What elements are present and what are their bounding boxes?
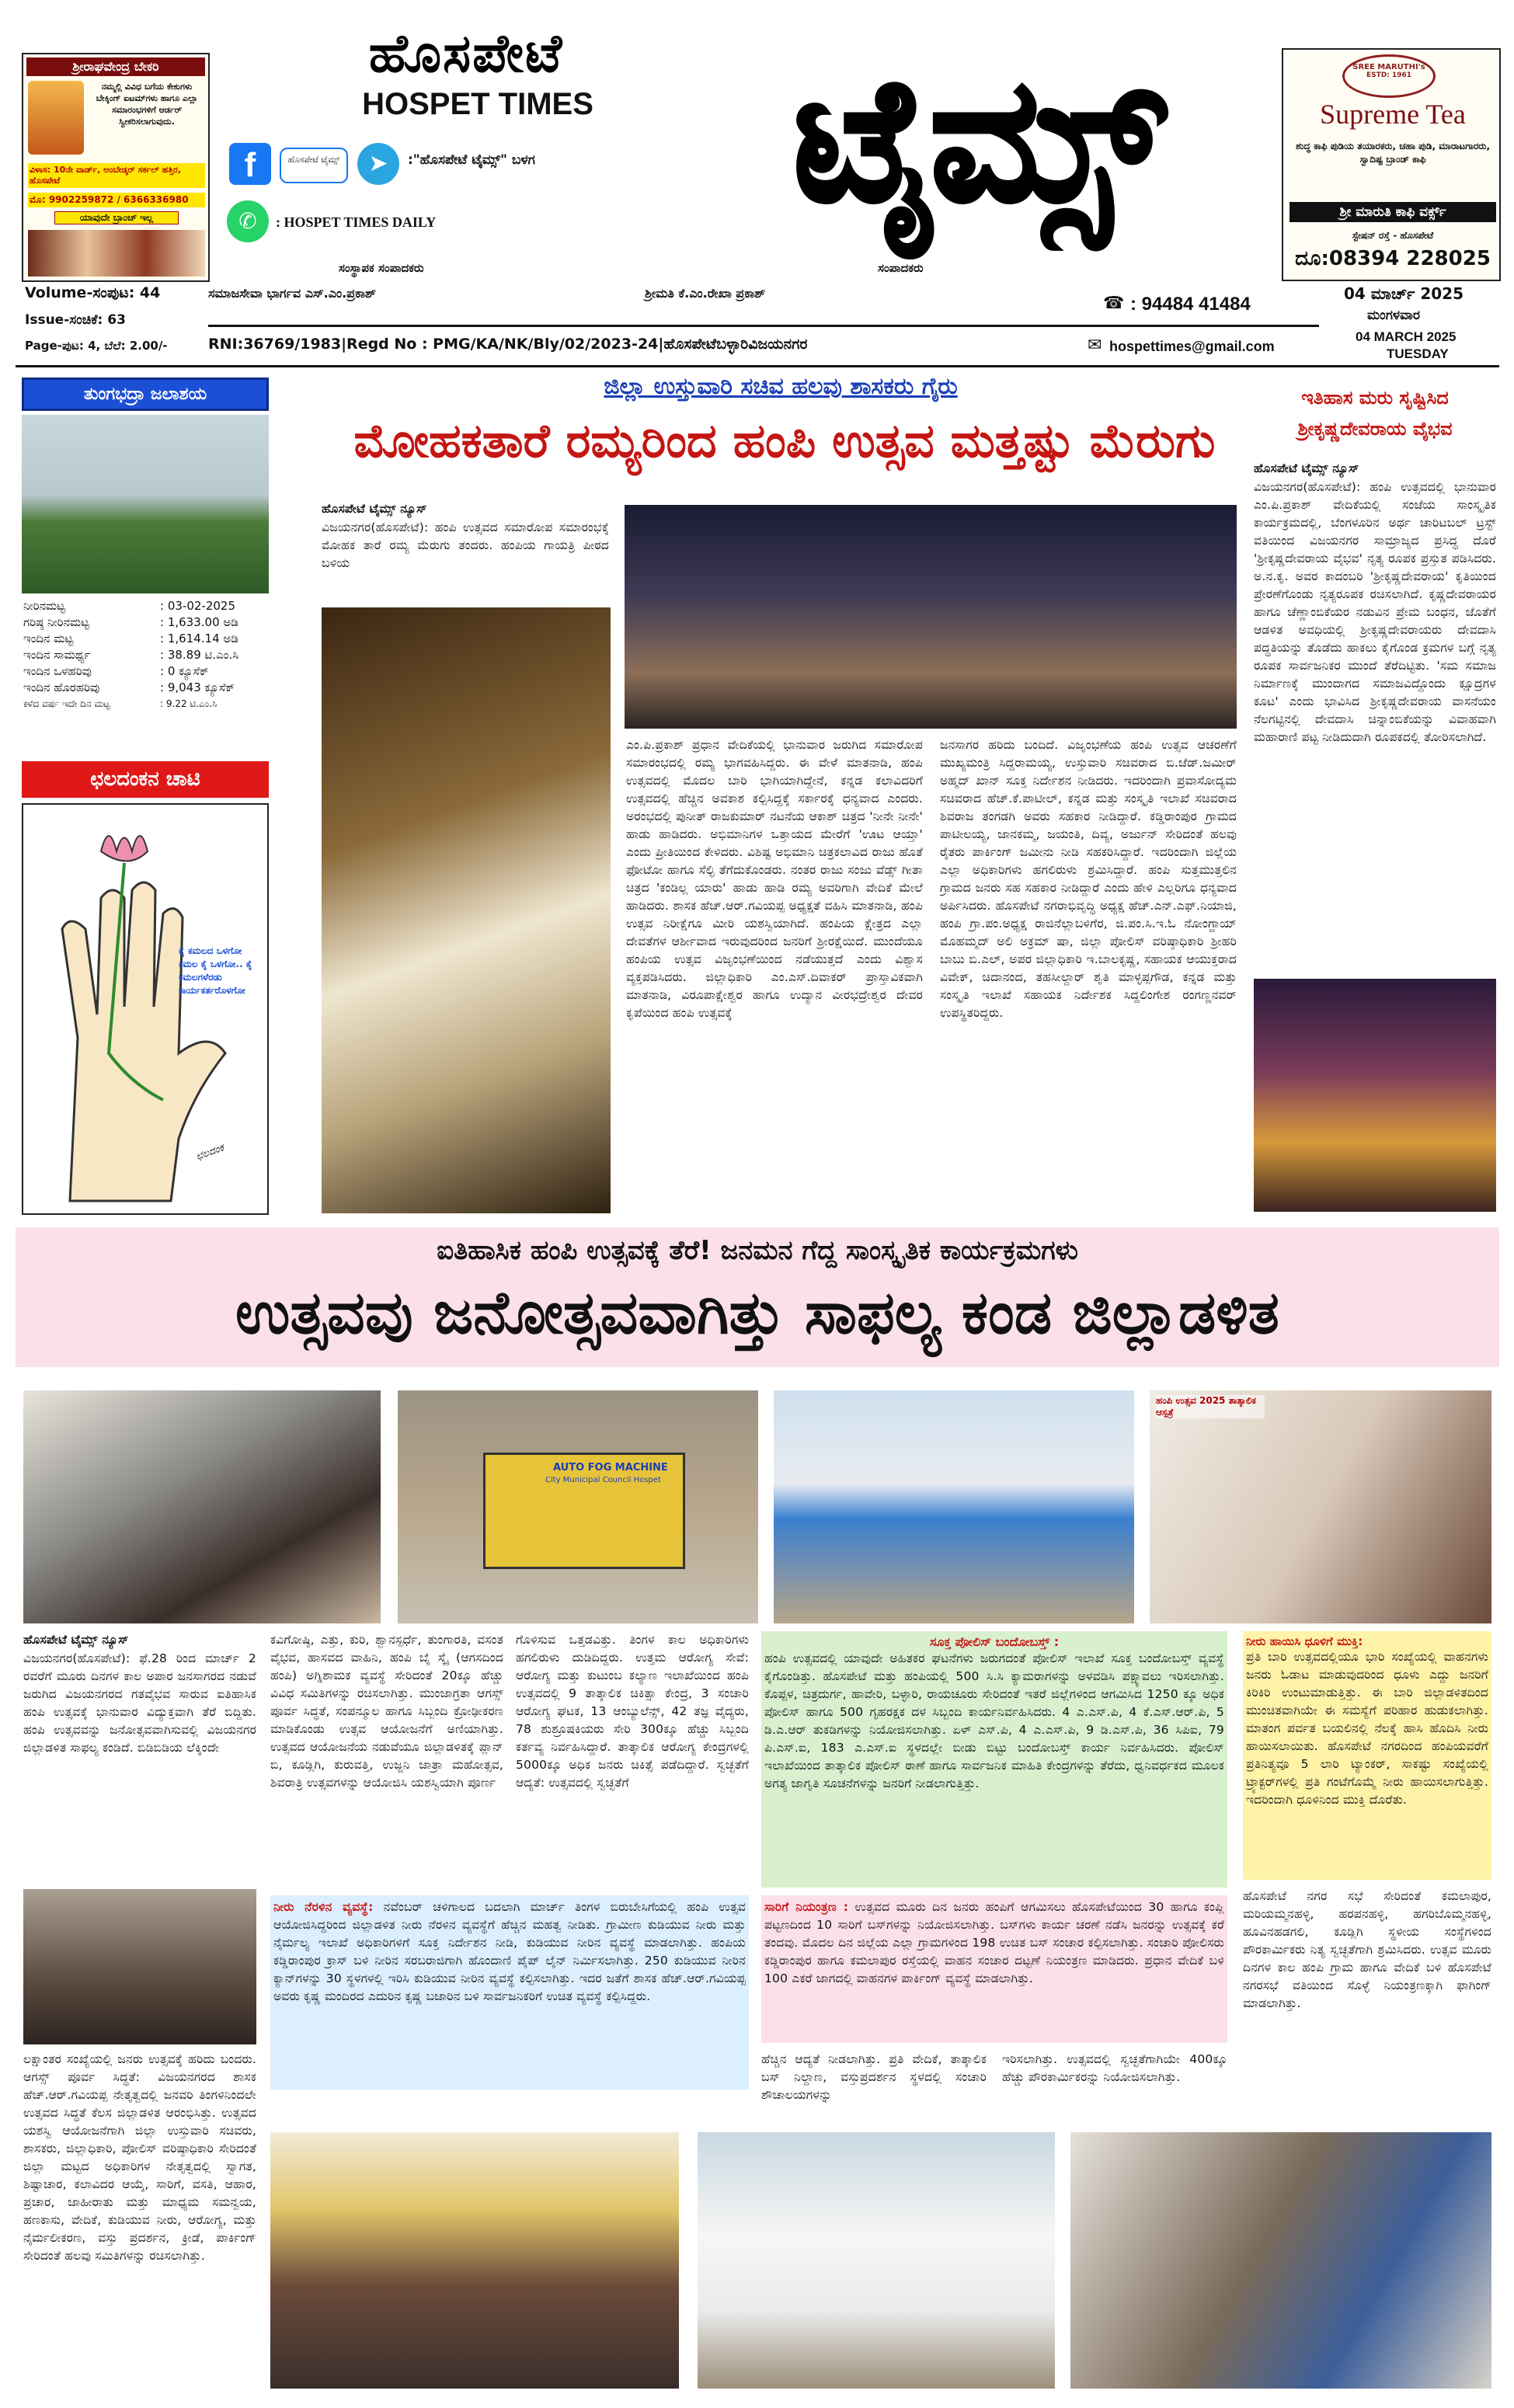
founder-name: ಸಮಾಜಸೇವಾ ಭಾರ್ಗವ ಎಸ್.ಎಂ.ಪ್ರಕಾಶ್ <box>208 286 376 301</box>
lead-intro: ವಿಜಯನಗರ(ಹೊಸಪೇಟೆ): ಹಂಪಿ ಉತ್ಸವದ ಸಮಾರೋಪ ಸಮಾರಂಭಕ್ಕೆ ಮೋಹಕ ತಾರೆ ರಮ್ಯ ಮೆರುಗು ತಂದರು. ಹಂಪಿಯ ಗಾಯತ್ರಿ ಪೀಠದ ಬಳಿಯ <box>322 520 609 570</box>
tea-logo <box>1342 54 1436 98</box>
hospital-label: ಹಂಪಿ ಉತ್ಸವ 2025 ತಾತ್ಕಾಲಿಕ ಆಸ್ಪತ್ರೆ <box>1156 1395 1265 1418</box>
health-camp-photo <box>1070 2132 1491 2389</box>
lead-col1: ಎಂ.ಪಿ.ಪ್ರಕಾಶ್ ಪ್ರಧಾನ ವೇದಿಕೆಯಲ್ಲಿ ಭಾನುವಾರ ಜರುಗಿದ ಸಮಾರೋಪ ಸಮಾರಂಭದಲ್ಲಿ ರಮ್ಯ ಭಾಗವಹಿಸಿದ್ದರು. ಈ ವೇಳೆ ಮಾತನಾಡಿ, ಹಂಪಿ ಉತ್ಸವದಲ್ಲಿ ಮೊದಲ ಬಾರಿ ಭಾಗಿಯಾಗಿದ್ದೇನೆ, ಕನ್ನಡ ಕಲಾವಿದರಿಗೆ ಉತ್ಸವದಲ್ಲಿ ಹೆಚ್ಚಿನ ಅವಕಾಶ ಕಲ್ಪಿಸಿದ್ದಕ್ಕೆ ಸರ್ಕಾರಕ್ಕೆ ಧನ್ಯವಾದ ಎಂದರು. ಅರಂಭದಲ್ಲಿ ಪುನೀತ್ ರಾಜಕುಮಾರ್ ನಟನೆಯ ಆಕಾಶ್ ಚಿತ್ರದ 'ನೀನೇ ನೀನೇ' ಹಾಡು ಹಾಡಿದರು. ಅಭಿಮಾನಿಗಳ ಒತ್ತಾಯದ ಮೇರೆಗೆ 'ಊಟ ಆಯ್ತಾ' ಎಂದು ಪ್ರೀತಿಯಿಂದ ಕೇಳಿದರು. ವಿಶಿಷ್ಟ ಅಭಿಮಾನಿ ಚಿತ್ರಕಲಾವಿದ ರಾಜು ಹೊತೆ ಫೋಟೋ ಹಾಗೂ ಸೆಲ್ಫಿ ತೆಗೆದುಕೊಂಡರು. ನಂತರ ರಾಜು ಸಂಜು ವೆಡ್ಸ್ ಗೀತಾ ಚಿತ್ರದ 'ಕಂಡಿಲ್ಲ ಯಾರು' ಹಾಡು ಹಾಡಿ ರಮ್ಯ ಅವರಿಗಾಗಿ ವೇದಿಕೆ ಮೇಲೆ ಹಾಡಿದರು. ಶಾಸಕ ಹೆಚ್.ಆರ್.ಗವಿಯಪ್ಪ ಅಧ್ಯಕ್ಷತೆ ವಹಿಸಿ ಮಾತನಾಡಿ, ಹಂಪಿ ಉತ್ಸವ ನಿರೀಕ್ಷೆಗೂ ಮೀರಿ ಯಶಸ್ವಿಯಾಗಿದೆ. ಹಂಪಿಯ ಕ್ಷೇತ್ರದ ಎಲ್ಲಾ ದೇವತೆಗಳ ಆರ್ಶೀವಾದ ಇರುವುದರಿಂದ ಜನರಿಗೆ ಶ್ರೀರಕ್ಷೆಯಿದೆ. ಮುಂದೆಯೂ ಹಂಪಿಯ ಉತ್ಸವ ವಿಜೃಂಭಣೆಯಿಂದ ನಡೆಯುತ್ತದೆ ಎಂದು ವಿಶ್ವಾಸ ವ್ಯಕ್ತಪಡಿಸಿದರು. ಜಿಲ್ಲಾಧಿಕಾರಿ ಎಂ.ಎಸ್.ದಿವಾಕರ್ ಪ್ರಾಸ್ತಾವಿಕವಾಗಿ ಮಾತನಾಡಿ, ವಿರೂಪಾಕ್ಷೇಶ್ವರ ಹಾಗೂ ಉದ್ಯಾನ ವೀರಭದ್ರೇಶ್ವರ ದೇವರ ಕೃಪೆಯಿಂದ ಹಂಪಿ ಉತ್ಸವಕ್ಕೆ <box>626 738 923 1020</box>
day-kannada: ಮಂಗಳವಾರ <box>1367 308 1421 323</box>
fog-machine-sublabel: City Municipal Council Hospet <box>545 1476 661 1484</box>
banner-headline: ಉತ್ಸವವು ಜನೋತ್ಸವವಾಗಿತ್ತು ಸಾಫಲ್ಯ ಕಂಡ ಜಿಲ್ಲಾಡಳಿತ <box>235 1278 1279 1347</box>
tea-name: Supreme Tea <box>1320 99 1466 130</box>
transport-heading: ಸಾರಿಗೆ ನಿಯಂತ್ರಣ : <box>764 1900 849 1914</box>
facebook-icon[interactable]: f <box>229 143 271 185</box>
issue: Issue-ಸಂಚಿಕೆ: 63 <box>25 312 126 328</box>
water-heading: ನೀರು ನೆರಳಿನ ವ್ಯವಸ್ಥೆ: <box>273 1900 374 1914</box>
officials-photo <box>23 1889 256 2044</box>
mail-icon: ✉ <box>1088 336 1102 355</box>
dust-text: ಪ್ರತಿ ಬಾರಿ ಉತ್ಸವದಲ್ಲಿಯೂ ಭಾರಿ ಸಂಖ್ಯೆಯಲ್ಲಿ ವಾಹನಗಳು ಜನರು ಓಡಾಟ ಮಾಡುವುದರಿಂದ ಧೂಳು ಎದ್ದು ಜನರಿಗೆ ಕಿರಿಕಿರಿ ಉಂಟುಮಾಡುತ್ತಿತ್ತು. ಈ ಬಾರಿ ಜಿಲ್ಲಾಡಳಿತದಿಂದ ಮುಂಚಿತವಾಗಿಯೇ ಈ ಸಮಸ್ಯೆಗೆ ಪರಿಹಾರ ಹುಡುಕಲಾಗಿತ್ತು. ಮಾತಂಗ ಪರ್ವತ ಬಯಲಿನಲ್ಲಿ ನೆಲಕ್ಕೆ ಹಾಸಿ ಹೊದಿಸಿ ನೀರು ಹಾಯಿಸಲಾಯಿತು. ಹೊಸಪೇಟೆ ನಗರದಿಂದ ಹಂಪಿಯವರೆಗೆ ಪ್ರತಿನಿತ್ಯವೂ 5 ಲಾರಿ ಟ್ಯಾಂಕರ್, ಸಾಕಷ್ಟು ಸಂಖ್ಯೆಯಲ್ಲಿ ಟ್ರ್ಯಾಕ್ಟರ್‌ಗಳಲ್ಲಿ ಪ್ರತಿ ಗಂಟೆಗೊಮ್ಮೆ ನೀರು ಹಾಯಿಸಲಾಗುತ್ತಿತ್ತು. ಇದರಿಂದಾಗಿ ಧೂಳಿನಿಂದ ಮುಕ್ತಿ ದೊರೆತು. <box>1246 1650 1488 1807</box>
tea-description: ಶುದ್ಧ ಕಾಫಿ ಪುಡಿಯ ತಯಾರಕರು, ಚಹಾ ಪುಡಿ, ಮಾರಾಟಗಾರರು, ಸ್ವಾದಿಷ್ಟ ಬ್ರಾಂಡ್ ಕಾಫಿ <box>1295 141 1491 165</box>
date-english: 04 MARCH 2025 <box>1356 329 1457 344</box>
phone-icon: ☎ <box>1103 294 1125 313</box>
cartoon-caption: ಕೈ ಕಮಲದ ಒಳಗೋ ಕಮಲ ಕೈ ಒಳಗೋ.. ಕೈ ಕಮಲಗಳೆರಡು ಕಾರ್ಯಕರ್ತರೊಳಗೋ <box>179 945 252 996</box>
header-rule <box>208 325 1319 327</box>
date-kannada: 04 ಮಾರ್ಚ್ 2025 <box>1344 284 1464 303</box>
dam-table <box>23 598 269 712</box>
crowd-photo <box>270 2132 679 2389</box>
side-byline: ಹೊಸಪೇಟೆ ಟೈಮ್ಸ್ ನ್ಯೂಸ್ <box>1254 461 1359 475</box>
water-text <box>273 1898 746 2085</box>
masthead-kannada: ಹೊಸಪೇಟೆ <box>368 23 564 85</box>
cartoon-title: ಛಲದಂಕನ ಚಾಟಿ <box>22 761 269 798</box>
bottom-col4b: ಹೆಚ್ಚಿನ ಆದ್ಯತೆ ನೀಡಲಾಗಿತ್ತು. ಪ್ರತಿ ವೇದಿಕೆ, ತಾತ್ಕಾಲಿಕ ಬಸ್ ನಿಲ್ದಾಣ, ವಸ್ತುಪ್ರದರ್ಶನ ಸ್ಥಳದಲ್ಲಿ ಸಂಚಾರಿ ಶೌಚಾಲಯಗಳನ್ನು <box>761 2052 987 2102</box>
bottom-col4c: ಇರಿಸಲಾಗಿತ್ತು. ಉತ್ಸವದಲ್ಲಿ ಸ್ವಚ್ಛತೆಗಾಗಿಯೇ 400ಕ್ಕೂ ಹೆಚ್ಚು ಪೌರಕಾರ್ಮಿಕರನ್ನು ನಿಯೋಜಿಸಲಾಗಿತ್ತು. <box>1002 2052 1227 2084</box>
lead-headline: ಮೋಹಕತಾರೆ ರಮ್ಯರಿಂದ ಹಂಪಿ ಉತ್ಸವ ಮತ್ತಷ್ಟು ಮೆರುಗು <box>353 414 1216 468</box>
dust-heading: ನೀರು ಹಾಯಿಸಿ ಧೂಳಿಗೆ ಮುಕ್ತಿ: <box>1246 1634 1363 1648</box>
krishnadevaraya-photo <box>1254 979 1496 1212</box>
bottom-col5b: ಹೊಸಪೇಟೆ ನಗರ ಸಭೆ ಸೇರಿದಂತೆ ಕಮಲಾಪುರ, ಮರಿಯಮ್ಮನಹಳ್ಳಿ, ಹರಪನಹಳ್ಳಿ, ಹಗರಿಬೊಮ್ಮನಹಳ್ಳಿ, ಹೂವಿನಹಡಗಲಿ, ಕೂಡ್ಲಿಗಿ ಸ್ಥಳೀಯ ಸಂಸ್ಥೆಗಳಿಂದ ಪೌರಕಾರ್ಮಿಕರು ನಿತ್ಯ ಸ್ವಚ್ಛತೆಗಾಗಿ ಶ್ರಮಿಸಿದರು. ಉತ್ಸವ ಮೂರು ದಿನಗಳ ಕಾಲ ಹಂಪಿ ಗ್ರಾಮ ಹಾಗೂ ವೇದಿಕೆ ಬಳಿ ಹೊಸಪೇಟೆ ನಗರಸಭೆ ವತಿಯಿಂದ ಸೊಳ್ಳೆ ನಿಯಂತ್ರಣಕ್ಕಾಗಿ ಫಾಗಿಂಗ್ ಮಾಡಲಾಗಿತ್ತು. <box>1243 1889 1491 2010</box>
bottom-col2: ಕವಿಗೋಷ್ಠಿ, ಎತ್ತು, ಕುರಿ, ಶ್ವಾನಸ್ಪರ್ಧೆ, ತುಂಗಾರತಿ, ವಸಂತ ವೈಭವ, ಹಾಸವದ ವಾಹಿನಿ, ಹಂಪಿ ಬೈ ಸ್ಕೈ (ಆಗಸದಿಂದ ಹಂಪಿ) ಅಗ್ನಿಶಾಮಕ ವ್ಯವಸ್ಥೆ ಸೇರಿದಂತೆ 20ಕ್ಕೂ ಹೆಚ್ಚು ವಿವಿಧ ಸಮಿತಿಗಳನ್ನು ರಚಿಸಲಾಗಿತ್ತು. ಮುಂಜಾಗ್ರತಾ ಆಗಸ್ಸ್ ಪೂರ್ವ ಸಿದ್ಧತೆ, ಸಂಪನ್ಮೂಲ ಹಾಗೂ ಸಿಬ್ಬಂದಿ ಕ್ರೋಢೀಕರಣ ಮಾಡಿಕೊಂಡು ಉತ್ಸವ ಆಯೋಜನೆಗೆ ಅಣಿಯಾಗಿತ್ತು. ಉತ್ಸವದ ಆಯೋಜನೆಯ ನಡುವೆಯೂ ಜಿಲ್ಲಾಡಳಿತಕ್ಕೆ ಪ್ಲಾನ್ ಬಿ, ಕೂಡ್ಲಿಗಿ, ಕುರುವತ್ತಿ, ಉಜ್ಜನಿ ಜಾತ್ರಾ ಮಹೋತ್ಸವ, ಶಿವರಾತ್ರಿ ಉತ್ಸವಗಳನ್ನು ಆಯೋಜಿಸಿ ಯಶಸ್ವಿಯಾಗಿ ಪೂರ್ಣ <box>270 1633 503 1790</box>
stage-photo <box>625 505 1237 729</box>
police-text: ಹಂಪಿ ಉತ್ಸವದಲ್ಲಿ ಯಾವುದೇ ಅಹಿತಕರ ಘಟನೆಗಳು ಜರುಗದಂತೆ ಪೋಲಿಸ್ ಇಲಾಖೆ ಸೂಕ್ತ ಬಂದೋಬಸ್ತ್ ವ್ಯವಸ್ಥೆ ಕೈಗೊಂಡಿತ್ತು. ಹೊಸಪೇಟೆ ಮತ್ತು ಹಂಪಿಯಲ್ಲಿ 500 ಸಿ.ಸಿ ಕ್ಯಾಮರಾಗಳನ್ನು ಅಳವಡಿಸಿ ಪಕ್ಷ್ಯಾವಲು ಇರಿಸಲಾಗಿತ್ತು. ಕೊಪ್ಪಳ, ಚಿತ್ರದುರ್ಗ, ಹಾವೇರಿ, ಬಳ್ಳಾರಿ, ರಾಯಚೂರು ಸೇರಿದಂತೆ ಇತರೆ ಜಿಲ್ಲೆಗಳಿಂದ ಆಗಮಿಸಿದ 1250 ಕ್ಕೂ ಅಧಿಕ ಪೋಲಿಸ್ ಹಾಗೂ 500 ಗೃಹರಕ್ಷಕ ದಳ ಸಿಬ್ಬಂದಿ ಕಾರ್ಯನಿರ್ವಹಿಸಿದರು. 4 ಎ.ಎಸ್.ಪಿ, 4 ಕೆ.ಎಸ್.ಆರ್.ಪಿ, 5 ಡಿ.ಎ.ಆರ್ ತುಕಡಿಗಳನ್ನು ನಿಯೋಜಿಸಲಾಗಿತ್ತು. ಏಳ್ ಎಸ್.ಪಿ, 4 ಎ.ಎಸ್.ಪಿ, 9 ಡಿ.ಎಸ್.ಪಿ, 36 ಸಿಪಿಐ, 79 ಪಿ.ಎಸ್.ಐ, 183 ಎ.ಎಸ್.ಐ ಸ್ಥಳದಲ್ಲೇ ಬೀಡು ಬಿಟ್ಟು ಬಂದೋಬಸ್ತ್ ಕಾರ್ಯ ನಿರ್ವಹಿಸಿದರು. ಪೋಲಿಸ್ ಇಲಾಖೆಯಿಂದ ತಾತ್ಕಾಲಿಕ ಪೋಲಿಸ್ ಠಾಣೆ ಹಾಗೂ ಸಾರ್ವಜನಿಕ ಮಾಹಿತಿ ಕೇಂದ್ರಗಳನ್ನು ತೆರೆದು, ಧ್ವನಿವರ್ಧಕದ ಮೂಲಕ ಅಗತ್ಯ ಜಾಗೃತಿ ಸೂಚನೆಗಳನ್ನು ಜನರಿಗೆ ನೀಡಲಾಗುತ್ತಿತ್ತು. <box>764 1651 1224 1790</box>
whatsapp-text: : HOSPET TIMES DAILY <box>276 214 437 230</box>
header-rule-2 <box>16 365 1499 367</box>
ad-description: ನಮ್ಮಲ್ಲಿ ವಿವಿಧ ಬಗೆಯ ಕೇಕುಗಳು ಬೇಕ್ಕಿಂಗ್ ಐಟಮ್‌ಗಳು ಹಾಗೂ ಎಲ್ಲಾ ಸಮಾರಂಭಗಳಿಗೆ ಆರ್ಡರ್ ಸ್ವೀಕರಿಸಲಾಗುವುದು. <box>96 82 198 127</box>
whatsapp-icon[interactable]: ✆ <box>227 200 269 242</box>
hospital-photo <box>1150 1390 1491 1623</box>
side-headline: ಇತಿಹಾಸ ಮರು ಸೃಷ್ಟಿಸಿದ ಶ್ರೀಕೃಷ್ಣದೇವರಾಯ ವೈಭವ <box>1297 387 1453 440</box>
water-photo <box>23 1390 381 1623</box>
masthead-big-title: ಟೈಮ್ಸ್ <box>793 40 1164 239</box>
bus-stand-photo <box>774 1390 1134 1623</box>
side-text: ವಿಜಯನಗರ(ಹೊಸಪೇಟೆ): ಹಂಪಿ ಉತ್ಸವದಲ್ಲಿ ಭಾನುವಾರ ಎಂ.ಪಿ.ಪ್ರಕಾಶ್ ವೇದಿಕೆಯಲ್ಲಿ ಸಂಜೆಯ ಸಾಂಸ್ಕೃತಿಕ ಕಾರ್ಯಕ್ರಮದಲ್ಲಿ, ಬೆಂಗಳೂರಿನ ಅರ್ಥ ಚಾರಿಟಬಲ್ ಟ್ರಸ್ಟ್ ವತಿಯಿಂದ ವಿಜಯನಗರ ಸಾಮ್ರಾಜ್ಯದ ಪ್ರಸಿದ್ಧ ದೊರೆ 'ಶ್ರೀಕೃಷ್ಣದೇವರಾಯ ವೈಭವ' ನೃತ್ಯ ರೂಪಕ ಪ್ರಸ್ತುತ ಪಡಿಸಿದರು. ಅ.ನ.ಕೃ. ಅವರ ಕಾದಂಬರಿ 'ಶ್ರೀಕೃಷ್ಣದೇವರಾಯ' ಕೃತಿಯಿಂದ ಪ್ರೇರಣೆಗೊಂಡು ನೃತ್ಯರೂಪಕ ರಚಿಸಲಾಗಿದೆ. ಕೃಷ್ಣದೇವರಾಯರ ಹಾಗೂ ಚೆಣ್ಣಾಂಬಿಕೆಯರ ನಡುವಿನ ಪ್ರೇಮ ಬಂಧನ, ಜೊತೆಗೆ ಆಡಳಿತ ಅವಧಿಯಲ್ಲಿ ಶ್ರೀಕೃಷ್ಣದೇವರಾಯರು ದೇವದಾಸಿ ಪದ್ಧತಿಯನ್ನು ತೊಡೆದು ಹಾಕಲು ಕೈಗೊಂಡ ಕ್ರಮಗಳ ಬಗ್ಗೆ ನೃತ್ಯ ರೂಪಕ ಸಾರ್ವಜನಿಕರ ಮುಂದೆ ತೆರೆದಿಟ್ಟಿತು. 'ಸಮ ಸಮಾಜ ನಿರ್ಮಾಣಕ್ಕೆ ಮುಂದಾಗದ ಸಮಾಜವಿದ್ದೊಂದು ಕ್ಷೂದ್ರಗಳ ಕೂಟ' ಎಂದು ಭಾವಿಸಿದ ಶ್ರೀಕೃಷ್ಣದೇವರಾಯ ವಾಸನೆಯಂ ನೆಲಗಟ್ಟಿನಲ್ಲಿ ದೇವದಾಸಿ ಚಿನ್ನಾಂಬಿಕೆಯನ್ನು ವಿವಾಹವಾಗಿ ಮಹಾರಾಣಿ ಪಟ್ಟ ನೀಡಿದುದಾಗಿ ರೂಪಕದಲ್ಲಿ ತೋರಿಸಲಾಗಿದೆ. <box>1254 480 1496 744</box>
tea-shop-name: ಶ್ರೀ ಮಾರುತಿ ಕಾಫಿ ವರ್ಕ್ಸ್ <box>1290 202 1496 222</box>
rni-line: RNI:36769/1983|Regd No : PMG/KA/NK/Bly/02/2023-24|ಹೊಸಪೇಟೆಬಳ್ಳಾರಿವಿಜಯನಗರ <box>208 336 808 353</box>
police-heading: ಸೂಕ್ತ ಪೋಲಿಸ್ ಬಂದೋಬಸ್ತ್ : <box>929 1634 1060 1649</box>
ad-title: ಶ್ರೀರಾಘವೇಂದ್ರ ಬೇಕರಿ <box>26 57 205 76</box>
left-bakery-ad <box>22 53 210 282</box>
tea-since: ESTD: 1961 <box>1366 71 1412 79</box>
water-box <box>270 1895 749 2090</box>
ad-branch: ಯಾವುದೇ ಬ್ರಾಂಚ್ ಇಲ್ಲ <box>54 211 179 224</box>
dam-row: ಇಂದಿನ ಹೊರಹರಿವು : 9,043 ಕ್ಯೂಸೆಕ್ <box>23 680 235 694</box>
ad-cakes-image <box>28 230 205 277</box>
masthead-english: HOSPET TIMES <box>362 87 593 121</box>
bottom-col1: ವಿಜಯನಗರ(ಹೊಸಪೇಟೆ): ಫೆ.28 ರಿಂದ ಮಾರ್ಚ್ 2 ರವರೆಗೆ ಮೂರು ದಿನಗಳ ಕಾಲ ಅಪಾರ ಜನಸಾಗರದ ನಡುವೆ ಜರುಗಿದ ವಿಜಯನಗರದ ಗತವೈಭವ ಸಾರುವ ಐತಿಹಾಸಿಕ ಹಂಪಿ ಉತ್ಸವಕ್ಕೆ ಭಾನುವಾರ ವಿದ್ಯುಕ್ತವಾಗಿ ತೆರೆ ಬಿದ್ದಿತು. ಹಂಪಿ ಉತ್ಸವವನ್ನು ಜನೋತ್ಸವವಾಗಿಸುವಲ್ಲಿ ವಿಜಯನಗರ ಜಿಲ್ಲಾಡಳಿತ ಸಾಫಲ್ಯ ಕಂಡಿದೆ. ಬಿಡಿಬಿಡಿಯ ಲೆಕ್ಕಿಂದೇ <box>23 1651 256 1755</box>
editor-label: ಸಂಪಾದಕರು <box>878 261 924 275</box>
ad-phone: ಮೊ: 9902259872 / 6366336980 <box>28 193 205 207</box>
dam-title: ತುಂಗಭದ್ರಾ ಜಲಾಶಯ <box>22 378 269 411</box>
lead-kicker: ಜಿಲ್ಲಾ ಉಸ್ತುವಾರಿ ಸಚಿವ ಹಲವು ಶಾಸಕರು ಗೈರು <box>604 373 958 400</box>
dam-row: ಇಂದಿನ ಮಟ್ಟ : 1,614.14 ಅಡಿ <box>23 632 238 645</box>
volume: Volume-ಸಂಪುಟ: 44 <box>25 284 161 301</box>
right-tea-ad <box>1282 48 1501 281</box>
bottom-col1b: ಲಕ್ಷಾಂತರ ಸಂಖ್ಯೆಯಲ್ಲಿ ಜನರು ಉತ್ಸವಕ್ಕೆ ಹರಿದು ಬಂದರು. ಆಗಸ್ಸ್ ಪೂರ್ವ ಸಿದ್ಧತೆ: ವಿಜಯನಗರದ ಶಾಸಕ ಹೆಚ್.ಆರ್.ಗವಿಯಪ್ಪ ನೇತೃತ್ವದಲ್ಲಿ ಜನವರಿ ತಿಂಗಳಿನಿಂದಲೇ ಉತ್ಸವದ ಸಿದ್ಧತೆ ಕೆಲಸ ಜಿಲ್ಲಾಡಳಿತ ಆರಂಭಿಸಿತ್ತು. ಉತ್ಸವದ ಯಶಸ್ವಿ ಆಯೋಜನೆಗಾಗಿ ಜಿಲ್ಲಾ ಉಸ್ತುವಾರಿ ಸಚಿವರು, ಶಾಸಕರು, ಜಿಲ್ಲಾಧಿಕಾರಿ, ಪೋಲಿಸ್ ವರಿಷ್ಠಾಧಿಕಾರಿ ಸೇರಿದಂತೆ ಜಿಲ್ಲಾ ಮಟ್ಟದ ಅಧಿಕಾರಿಗಳ ನೇತೃತ್ವದಲ್ಲಿ ಸ್ವಾಗತ, ಶಿಷ್ಟಾಚಾರ, ಕಲಾವಿದರ ಆಯ್ಕೆ, ಸಾರಿಗೆ, ವಸತಿ, ಆಹಾರ, ಪ್ರಚಾರ, ಜಾಹೀರಾತು ಮತ್ತು ಮಾಧ್ಯಮ ಸಮನ್ವಯ, ಹಣಕಾಸು, ವೇದಿಕೆ, ಕುಡಿಯುವ ನೀರು, ಆರೋಗ್ಯ, ಮತ್ತು ನೈರ್ಮಲೀಕರಣ, ವಸ್ತು ಪ್ರದರ್ಶನ, ಕ್ರೀಡೆ, ಪಾರ್ಕಿಂಗ್ ಸೇರಿದಂತೆ ಹಲವು ಸಮಿತಿಗಳನ್ನು ರಚಿಸಲಾಗಿತ್ತು. <box>23 2052 256 2263</box>
tea-brand: SREE MARUTHI's <box>1352 63 1425 71</box>
transport-box <box>761 1895 1227 2043</box>
dam-row: ಕಳೆದ ವರ್ಷ ಇದೇ ದಿನ ಮಟ್ಟ : 9.22 ಟಿ.ಎಂ.ಸಿ <box>23 698 218 709</box>
dam-row: ಇಂದಿನ ಒಳಹರಿವು : 0 ಕ್ಯೂಸೆಕ್ <box>23 664 209 678</box>
dust-box <box>1243 1631 1491 1880</box>
banner-kicker: ಐತಿಹಾಸಿಕ ಹಂಪಿ ಉತ್ಸವಕ್ಕೆ ತೆರೆ! ಜನಮನ ಗೆದ್ದ ಸಾಂಸ್ಕೃತಿಕ ಕಾರ್ಯಕ್ರಮಗಳು <box>437 1235 1078 1266</box>
day-english: TUESDAY <box>1387 346 1449 361</box>
social-label-small: ಹೊಸಪೇಟೆ ಟೈಮ್ಸ್ <box>280 148 348 183</box>
tent-photo <box>698 2132 1055 2389</box>
tea-phone: ದೂ:08394 228025 <box>1295 247 1491 270</box>
social-group-text: :"ಹೊಸಪೇಟೆ ಟೈಮ್ಸ್" ಬಳಗ <box>408 152 535 168</box>
email[interactable]: hospettimes@gmail.com <box>1109 339 1275 354</box>
founder-label: ಸಂಸ್ಥಾಪಕ ಸಂಪಾದಕರು <box>339 261 424 275</box>
fog-machine-photo <box>398 1390 758 1623</box>
dam-row: ಇಂದಿನ ಸಾಮರ್ಥ್ಯ : 38.89 ಟಿ.ಎಂ.ಸಿ <box>23 648 239 662</box>
page-price: Page-ಪುಟ: 4, ಬೆಲೆ: 2.00/- <box>25 339 168 353</box>
lead-col2: ಜನಸಾಗರ ಹರಿದು ಬಂದಿದೆ. ವಿಜೃಂಭಣೆಯ ಹಂಪಿ ಉತ್ಸವ ಆಚರಣೆಗೆ ಮುಖ್ಯಮಂತ್ರಿ ಸಿದ್ದರಾಮಯ್ಯ, ಉಸ್ತುವಾರಿ ಸಚಿವರಾದ ಬಿ.ಜೆಡ್.ಜಮೀರ್ ಅಹ್ಮದ್ ಖಾನ್ ಸೂಕ್ತ ನಿರ್ದೇಶನ ನೀಡಿದರು. ಇದರಿಂದಾಗಿ ಪ್ರವಾಸೋದ್ಯಮ ಸಚಿವರಾದ ಹೆಚ್.ಕೆ.ಪಾಟೀಲ್, ಕನ್ನಡ ಮತ್ತು ಸಂಸ್ಕೃತಿ ಇಲಾಖೆ ಸಚಿವರಾದ ಶಿವರಾಜ ತಂಗಡಗಿ ಅವರು ಸಹಕಾರ ನೀಡಿದ್ದಾರೆ. ಕಡ್ಡಿರಾಂಪುರ ಗ್ರಾಮದ ಪಾಟೀಲಯ್ಯ, ಜಾನಕಮ್ಮ, ಜಯಂತಿ, ದಿವ್ಯ, ಅರ್ಜುನ್ ಸೇರಿದಂತೆ ಹಲವು ರೈತರು ಪಾರ್ಕಿಂಗ್ ಜಮೀನು ನೀಡಿ ಸಹಕರಿಸಿದ್ದಾರೆ. ಇದರಿಂದಾಗಿ ಜಿಲ್ಲೆಯ ಎಲ್ಲಾ ಅಧಿಕಾರಿಗಳು ಹಗಲಿರುಳು ಶ್ರಮಿಸಿದ್ದಾರೆ. ಹಂಪಿ ಸುತ್ತಮುತ್ತಲಿನ ಗ್ರಾಮದ ಜನರು ಸಹ ಸಹಕಾರ ನೀಡಿದ್ದಾರೆ ಎಂದು ಹೇಳಿ ಎಲ್ಲರಿಗೂ ಧನ್ಯವಾದ ಅರ್ಪಿಸಿದರು. ಹೊಸಪೇಟೆ ನಗರಾಭಿವೃದ್ಧಿ ಅಧ್ಯಕ್ಷ ಹೆಚ್.ಎನ್.ಎಫ್.ನಿಯಾಜಿ, ಹಂಪಿ ಗ್ರಾ.ಪಂ.ಅಧ್ಯಕ್ಷ ರಾಜಿನೆಲ್ಲಾಬಳಿಗೆರ, ಜಿ.ಪಂ.ಸಿ.ಇ.ಓ ನೋಂಗ್ಜಾಯ್ ಮೊಹಮ್ಮದ್ ಅಲಿ ಅಕ್ರಮ್ ಷಾ, ಜಿಲ್ಲಾ ಪೋಲಿಸ್ ವರಿಷ್ಠಾಧಿಕಾರಿ ಶ್ರೀಹರಿ ಬಾಬು ಬಿ.ಎಲ್, ಅಪರ ಜಿಲ್ಲಾಧಿಕಾರಿ ಇ.ಬಾಲಕೃಷ್ಣ, ಸಹಾಯಕ ಆಯುಕ್ತರಾದ ವಿವೇಕ್, ಚಿದಾನಂದ, ತಹಸೀಲ್ದಾರ್ ಶೃತಿ ಮಾಳ್ಳಪ್ಪಗೌಡ, ಕನ್ನಡ ಮತ್ತು ಸಂಸ್ಕೃತಿ ಇಲಾಖೆ ಸಹಾಯಕ ನಿರ್ದೇಶಕ ಸಿದ್ದಲಿಂಗೇಶ ರಂಗಣ್ಣನವರ್ ಉಪಸ್ಥಿತರಿದ್ದರು. <box>940 738 1237 1020</box>
bottom-byline: ಹೊಸಪೇಟೆ ಟೈಮ್ಸ್ ನ್ಯೂಸ್ <box>23 1633 129 1647</box>
editor-name: ಶ್ರೀಮತಿ ಕೆ.ಎಂ.ರೇಖಾ ಪ್ರಕಾಶ್ <box>645 286 766 301</box>
cartoon-signature: ಛಲದಂಕ <box>194 1142 226 1163</box>
tea-address: ಸ್ಟೇಷನ್ ರಸ್ತೆ - ಹೊಸಪೇಟೆ <box>1352 230 1434 241</box>
cartoon-frame <box>22 803 269 1215</box>
phone-number: : 94484 41484 <box>1130 294 1251 315</box>
ad-deity-image <box>28 81 84 155</box>
transport-text <box>764 1898 1224 2040</box>
dam-row: ನೀರಿನಮಟ್ಟ : 03-02-2025 <box>23 599 235 613</box>
ad-address: ವಿಳಾಸ: 10ನೇ ವಾರ್ಡ್, ಅಂಬೇಡ್ಕರ್ ಸರ್ಕಲ್ ಹತ್ತಿರ, ಹೊಸಪೇಟೆ <box>28 163 205 188</box>
dam-photo <box>22 415 269 593</box>
transport-body: ಉತ್ಸವದ ಮೂರು ದಿನ ಜನರು ಹಂಪಿಗೆ ಆಗಮಿಸಲು ಹೊಸಪೇಟೆಯಿಂದ 30 ಹಾಗೂ ಕಂಪ್ಲಿ ಪಟ್ಟಣದಿಂದ 10 ಸಾರಿಗೆ ಬಸ್‌ಗಳನ್ನು ನಿಯೋಜಿಸಲಾಗಿತ್ತು. ಬಸ್‌ಗಳು ಕಾರ್ಯ ಚರಣೆ ನಡೆಸಿ ಜನರನ್ನು ಉತ್ಸವಕ್ಕೆ ಕರೆ ತಂದವು. ಮೊದಲ ದಿನ ಜಿಲ್ಲೆಯ ಎಲ್ಲಾ ಗ್ರಾಮಗಳಿಂದ 198 ಉಚಿತ ಬಸ್ ಸಂಚಾರ ಕಲ್ಪಿಸಲಾಗಿತ್ತು. ಸಂಚಾರಿ ಪೋಲಿಸರು ಕಡ್ಡಿರಾಂಪುರ ಹಾಗೂ ಕಮಲಾಪುರ ರಸ್ತೆಯಲ್ಲಿ ವಾಹನ ಸಂಚಾರ ದಟ್ಟಣೆ ನಿಯಂತ್ರಣ ಮಾಡಿದರು. ಪ್ರಧಾನ ವೇದಿಕೆ ಬಳಿ 100 ಎಕರೆ ಜಾಗದಲ್ಲಿ ವಾಹನಗಳ ಪಾರ್ಕಿಂಗ್ ವ್ಯವಸ್ಥೆ ಮಾಡಲಾಗಿತ್ತು. <box>764 1900 1224 1985</box>
lead-byline: ಹೊಸಪೇಟೆ ಟೈಮ್ಸ್ ನ್ಯೂಸ್ <box>322 502 427 516</box>
telegram-icon[interactable]: ➤ <box>357 143 399 185</box>
fog-machine-label: AUTO FOG MACHINE <box>553 1462 668 1474</box>
dam-row: ಗರಿಷ್ಠ ನೀರಿನಮಟ್ಟ : 1,633.00 ಅಡಿ <box>23 615 238 629</box>
water-body: ನವೆಂಬರ್ ಚಳಿಗಾಲದ ಬದಲಾಗಿ ಮಾರ್ಚ್ ತಿಂಗಳ ಬಿರುಬೇಸಿಗೆಯಲ್ಲಿ ಹಂಪಿ ಉತ್ಸವ ಆಯೋಜಿಸಿದ್ದರಿಂದ ಜಿಲ್ಲಾಡಳಿತ ನೀರು ನೆರಳಿನ ವ್ಯವಸ್ಥೆಗೆ ಹೆಚ್ಚಿನ ಮಹತ್ವ ನೀಡಿತು. ಗ್ರಾಮೀಣ ಕುಡಿಯುವ ನೀರು ಮತ್ತು ನೈರ್ಮಲ್ಯ ಇಲಾಖೆ ಅಧಿಕಾರಿಗಳಿಗೆ ಸೂಕ್ತ ನಿರ್ದೇಶನ ನೀಡಿ, ಕುಡಿಯುವ ನೀರಿನ ವ್ಯವಸ್ಥೆ ಮಾಡಲಾಗಿತ್ತು. ಹಂಪಿಯ ಕಡ್ಡಿರಾಂಪುರ ಕ್ರಾಸ್ ಬಳಿ ನೀರಿನ ಸರಬರಾಜಿಗಾಗಿ ಹೊಂದಾಣಿ ಪೈಪ್ ಲೈನ್ ನಿರ್ಮಿಸಲಾಗಿತ್ತು. 250 ಕುಡಿಯುವ ನೀರಿನ ಕ್ಯಾನ್‌ಗಳನ್ನು 30 ಸ್ಥಳಗಳಲ್ಲಿ ಇರಿಸಿ ಕುಡಿಯುವ ನೀರಿನ ವ್ಯವಸ್ಥೆ ಕಲ್ಪಿಸಲಾಗಿತ್ತು. ಇದರ ಜತೆಗೆ ಶಾಸಕ ಹೆಚ್.ಆರ್.ಗವಿಯಪ್ಪ ಅವರು ಕೃಷ್ಣ ಮಂದಿರದ ಎದುರಿನ ಕೃಷ್ಣ ಬಜಾರಿನ ಬಳಿ ಸಾರ್ವಜನಿಕರಿಗೆ ಉಚಿತ ವ್ಯವಸ್ಥೆ ಕಲ್ಪಿಸಿದ್ದರು. <box>273 1900 746 2003</box>
cartoon-hand-lotus <box>23 805 267 1213</box>
bottom-col3: ಗೊಳಿಸುವ ಒತ್ತಡವಿತ್ತು. ತಿಂಗಳ ಕಾಲ ಅಧಿಕಾರಿಗಳು ಹಗಲಿರುಳು ದುಡಿದಿದ್ದರು. ಉತ್ತಮ ಆರೋಗ್ಯ ಸೇವೆ: ಆರೋಗ್ಯ ಮತ್ತು ಕುಟುಂಬ ಕಲ್ಯಾಣ ಇಲಾಖೆಯಿಂದ ಹಂಪಿ ಉತ್ಸವದಲ್ಲಿ 9 ತಾತ್ಕಾಲಿಕ ಚಿಕಿತ್ಸಾ ಕೇಂದ್ರ, 3 ಸಂಚಾರಿ ಆರೋಗ್ಯ ಘಟಕ, 13 ಆಂಬ್ಯುಲೆನ್ಸ್, 42 ತಜ್ಞ ವೈದ್ಯರು, 78 ಶುಶ್ರೂಷಕಿಯರು ಸೇರಿ 300ಕ್ಕೂ ಹೆಚ್ಚು ಸಿಬ್ಬಂದಿ ಕರ್ತವ್ಯ ನಿರ್ವಹಿಸಿದ್ದಾರೆ. ತಾತ್ಕಾಲಿಕ ಆರೋಗ್ಯ ಕೇಂದ್ರಗಳಲ್ಲಿ 5000ಕ್ಕೂ ಅಧಿಕ ಜನರು ಚಿಕಿತ್ಸೆ ಪಡೆದಿದ್ದಾರೆ. ಸ್ವಚ್ಛತೆಗೆ ಆದ್ಯತೆ: ಉತ್ಸವದಲ್ಲಿ ಸ್ವಚ್ಛತೆಗೆ <box>516 1633 749 1790</box>
police-box <box>761 1631 1227 1888</box>
ramya-photo <box>322 607 611 1213</box>
